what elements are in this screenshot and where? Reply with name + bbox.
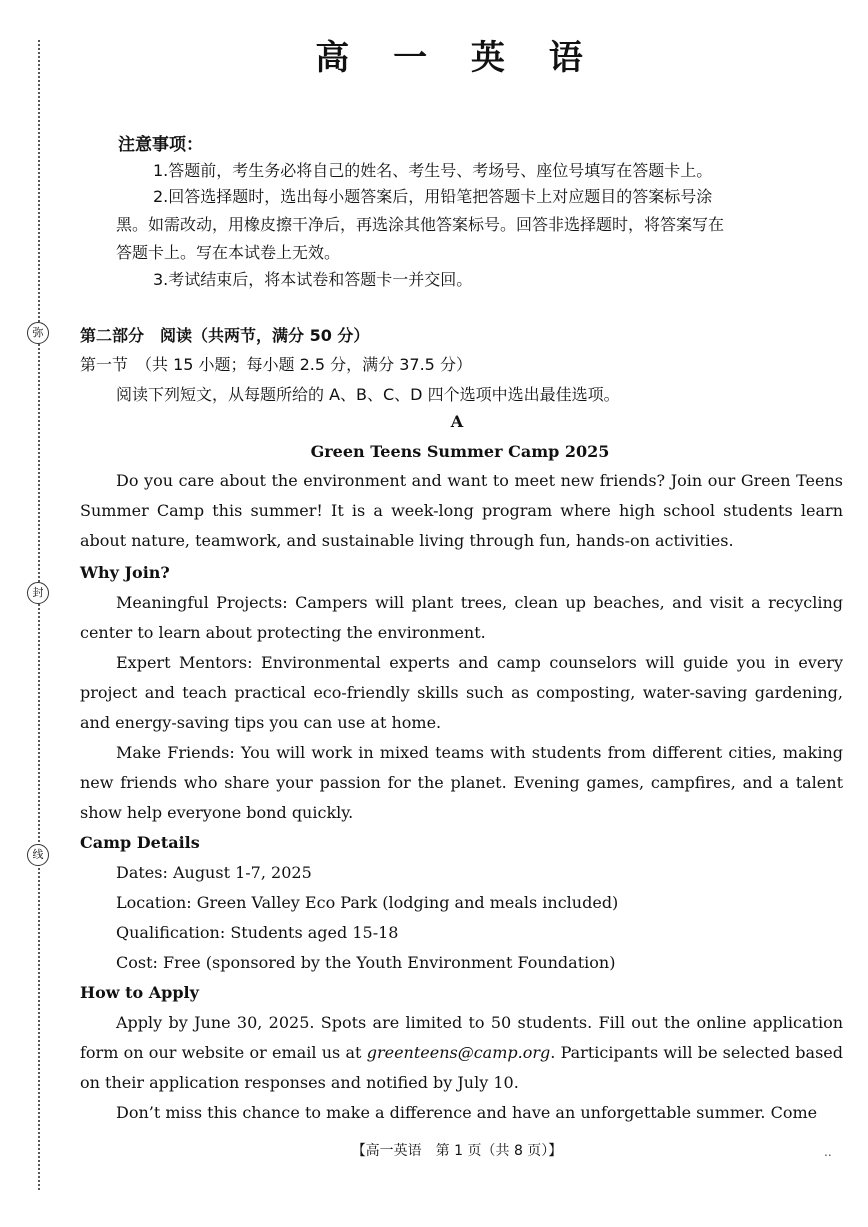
notice-item-3: 3.考试结束后，将本试卷和答题卡一并交回。	[153, 270, 473, 289]
notice-item-2-line-3: 答题卡上。写在本试卷上无效。	[116, 243, 341, 262]
meaningful-projects-paragraph: Meaningful Projects: Campers will plant trees, clean up beaches, and visit a recycling center to learn about protecting the environment.	[80, 593, 843, 642]
expert-mentors-paragraph: Expert Mentors: Environmental experts and camp counselors will guide you in every project and teach practical eco-friendly skills such as composting, water-saving gardening, and energy-saving tips you can use at home.	[80, 653, 843, 732]
apply-text-b: . Participants will be selected based on their application responses and notified by July 10.	[80, 1043, 843, 1092]
camp-cost: Cost: Free (sponsored by the Youth Environment Foundation)	[116, 953, 616, 972]
camp-dates: Dates: August 1-7, 2025	[116, 863, 312, 882]
why-join-heading: Why Join?	[80, 563, 170, 582]
corner-mark: ..	[824, 1145, 832, 1159]
passage-intro: Do you care about the environment and want to meet new friends? Join our Green Teens Summer Camp this summer! It is a week-long program where high school students learn about nature, teamwork, and sustainable living through fun, hands-on activities.	[80, 471, 843, 550]
binding-mark-mi: 弥	[27, 322, 49, 344]
section-heading: 第一节 （共 15 小题；每小题 2.5 分，满分 37.5 分）	[80, 355, 472, 374]
camp-qualification: Qualification: Students aged 15-18	[116, 923, 399, 942]
make-friends-paragraph: Make Friends: You will work in mixed teams with students from different cities, making new friends who share your passion for the planet. Evening games, campfires, and a talent show help everyone bond quickly.	[80, 743, 843, 822]
binding-mark-feng: 封	[27, 582, 49, 604]
notice-heading: 注意事项：	[118, 135, 203, 155]
closing-paragraph: Don’t miss this chance to make a difference and have an unforgettable summer. Come	[116, 1103, 818, 1122]
binding-dotted-line	[38, 40, 40, 1190]
binding-mark-xian: 线	[27, 844, 49, 866]
section-instruction: 阅读下列短文，从每题所给的 A、B、C、D 四个选项中选出最佳选项。	[116, 385, 620, 404]
notice-item-2-line-1: 2.回答选择题时，选出每小题答案后，用铅笔把答题卡上对应题目的答案标号涂	[153, 187, 713, 206]
passage-letter: A	[450, 412, 464, 431]
part-heading: 第二部分 阅读（共两节，满分 50 分）	[80, 326, 370, 345]
camp-location: Location: Green Valley Eco Park (lodging and meals included)	[116, 893, 619, 912]
apply-text-a: Apply by June 30, 2025. Spots are limited to 50 students. Fill out the online application form on our website or email us at	[80, 1013, 843, 1062]
contact-email: greenteens@camp.org	[366, 1043, 551, 1062]
camp-details-heading: Camp Details	[80, 833, 200, 852]
apply-paragraph	[80, 1008, 843, 1098]
notice-item-2-line-2: 黑。如需改动，用橡皮擦干净后，再选涂其他答案标号。回答非选择题时，将答案写在	[116, 215, 725, 234]
notice-item-1: 1.答题前，考生务必将自己的姓名、考生号、考场号、座位号填写在答题卡上。	[153, 161, 713, 180]
passage-title: Green Teens Summer Camp 2025	[310, 442, 610, 461]
how-to-apply-heading: How to Apply	[80, 983, 199, 1002]
page-title: 高 一 英 语	[315, 38, 599, 78]
page-footer: 【高一英语 第 1 页（共 8 页）】	[351, 1143, 563, 1159]
